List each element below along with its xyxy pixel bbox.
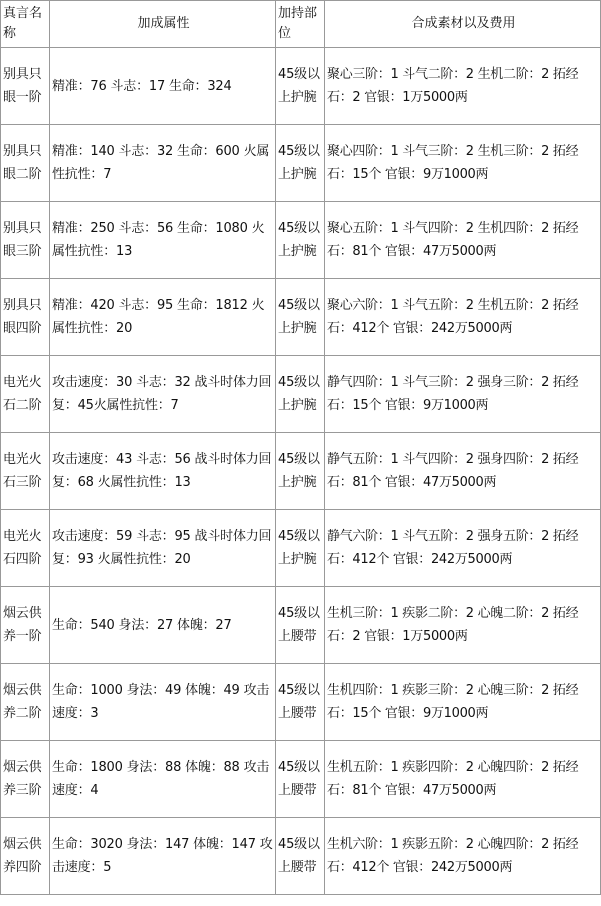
row-attributes: 生命：540 身法：27 体魄：27	[50, 587, 276, 664]
table-row	[1, 818, 601, 895]
row-attributes: 生命：1800 身法：88 体魄：88 攻击速度：4	[50, 741, 276, 818]
row-name: 电光火石四阶	[1, 510, 50, 587]
row-attributes: 生命：1000 身法：49 体魄：49 攻击速度：3	[50, 664, 276, 741]
row-equip-slot: 45级以上腰带	[276, 587, 325, 664]
table-row	[1, 741, 601, 818]
row-equip-slot: 45级以上腰带	[276, 818, 325, 895]
row-name: 烟云供养二阶	[1, 664, 50, 741]
row-name: 烟云供养一阶	[1, 587, 50, 664]
row-equip-slot: 45级以上护腕	[276, 510, 325, 587]
row-name: 别具只眼四阶	[1, 279, 50, 356]
row-name: 烟云供养三阶	[1, 741, 50, 818]
row-materials: 聚心三阶：1 斗气二阶：2 生机二阶：2 拓经石：2 官银：1万5000两	[325, 48, 601, 125]
row-name: 别具只眼三阶	[1, 202, 50, 279]
row-materials: 生机六阶：1 疾影五阶：2 心魄四阶：2 拓经石：412个 官银：242万5000两	[325, 818, 601, 895]
row-attributes: 精准：250 斗志：56 生命：1080 火属性抗性：13	[50, 202, 276, 279]
table-row	[1, 433, 601, 510]
row-equip-slot: 45级以上护腕	[276, 356, 325, 433]
row-name: 电光火石二阶	[1, 356, 50, 433]
header-materials: 合成素材以及费用	[325, 1, 601, 48]
table-header	[1, 1, 601, 48]
row-name: 别具只眼二阶	[1, 125, 50, 202]
row-attributes: 精准：76 斗志：17 生命：324	[50, 48, 276, 125]
table-row	[1, 125, 601, 202]
row-attributes: 攻击速度：43 斗志：56 战斗时体力回复：68 火属性抗性：13	[50, 433, 276, 510]
row-attributes: 生命：3020 身法：147 体魄：147 攻击速度：5	[50, 818, 276, 895]
row-name: 电光火石三阶	[1, 433, 50, 510]
row-equip-slot: 45级以上护腕	[276, 202, 325, 279]
row-attributes: 精准：140 斗志：32 生命：600 火属性抗性：7	[50, 125, 276, 202]
row-equip-slot: 45级以上护腕	[276, 48, 325, 125]
table-row	[1, 510, 601, 587]
table-body	[1, 48, 601, 895]
row-name: 别具只眼一阶	[1, 48, 50, 125]
row-materials: 静气五阶：1 斗气四阶：2 强身四阶：2 拓经石：81个 官银：47万5000两	[325, 433, 601, 510]
row-equip-slot: 45级以上护腕	[276, 125, 325, 202]
row-materials: 静气六阶：1 斗气五阶：2 强身五阶：2 拓经石：412个 官银：242万5000两	[325, 510, 601, 587]
row-materials: 生机三阶：1 疾影二阶：2 心魄二阶：2 拓经石：2 官银：1万5000两	[325, 587, 601, 664]
row-materials: 静气四阶：1 斗气三阶：2 强身三阶：2 拓经石：15个 官银：9万1000两	[325, 356, 601, 433]
table-row	[1, 587, 601, 664]
header-attributes: 加成属性	[50, 1, 276, 48]
row-name: 烟云供养四阶	[1, 818, 50, 895]
table-row	[1, 48, 601, 125]
row-materials: 聚心五阶：1 斗气四阶：2 生机四阶：2 拓经石：81个 官银：47万5000两	[325, 202, 601, 279]
row-equip-slot: 45级以上腰带	[276, 664, 325, 741]
row-materials: 生机四阶：1 疾影三阶：2 心魄三阶：2 拓经石：15个 官银：9万1000两	[325, 664, 601, 741]
table-row	[1, 279, 601, 356]
row-materials: 聚心四阶：1 斗气三阶：2 生机三阶：2 拓经石：15个 官银：9万1000两	[325, 125, 601, 202]
row-attributes: 攻击速度：30 斗志：32 战斗时体力回复：45火属性抗性：7	[50, 356, 276, 433]
header-row	[1, 1, 601, 48]
table-row	[1, 664, 601, 741]
row-materials: 聚心六阶：1 斗气五阶：2 生机五阶：2 拓经石：412个 官银：242万5000两	[325, 279, 601, 356]
header-name: 真言名称	[1, 1, 50, 48]
header-equip-slot: 加持部位	[276, 1, 325, 48]
row-materials: 生机五阶：1 疾影四阶：2 心魄四阶：2 拓经石：81个 官银：47万5000两	[325, 741, 601, 818]
row-equip-slot: 45级以上护腕	[276, 433, 325, 510]
row-equip-slot: 45级以上腰带	[276, 741, 325, 818]
row-attributes: 精准：420 斗志：95 生命：1812 火属性抗性：20	[50, 279, 276, 356]
table-row	[1, 202, 601, 279]
table-row	[1, 356, 601, 433]
row-attributes: 攻击速度：59 斗志：95 战斗时体力回复：93 火属性抗性：20	[50, 510, 276, 587]
row-equip-slot: 45级以上护腕	[276, 279, 325, 356]
